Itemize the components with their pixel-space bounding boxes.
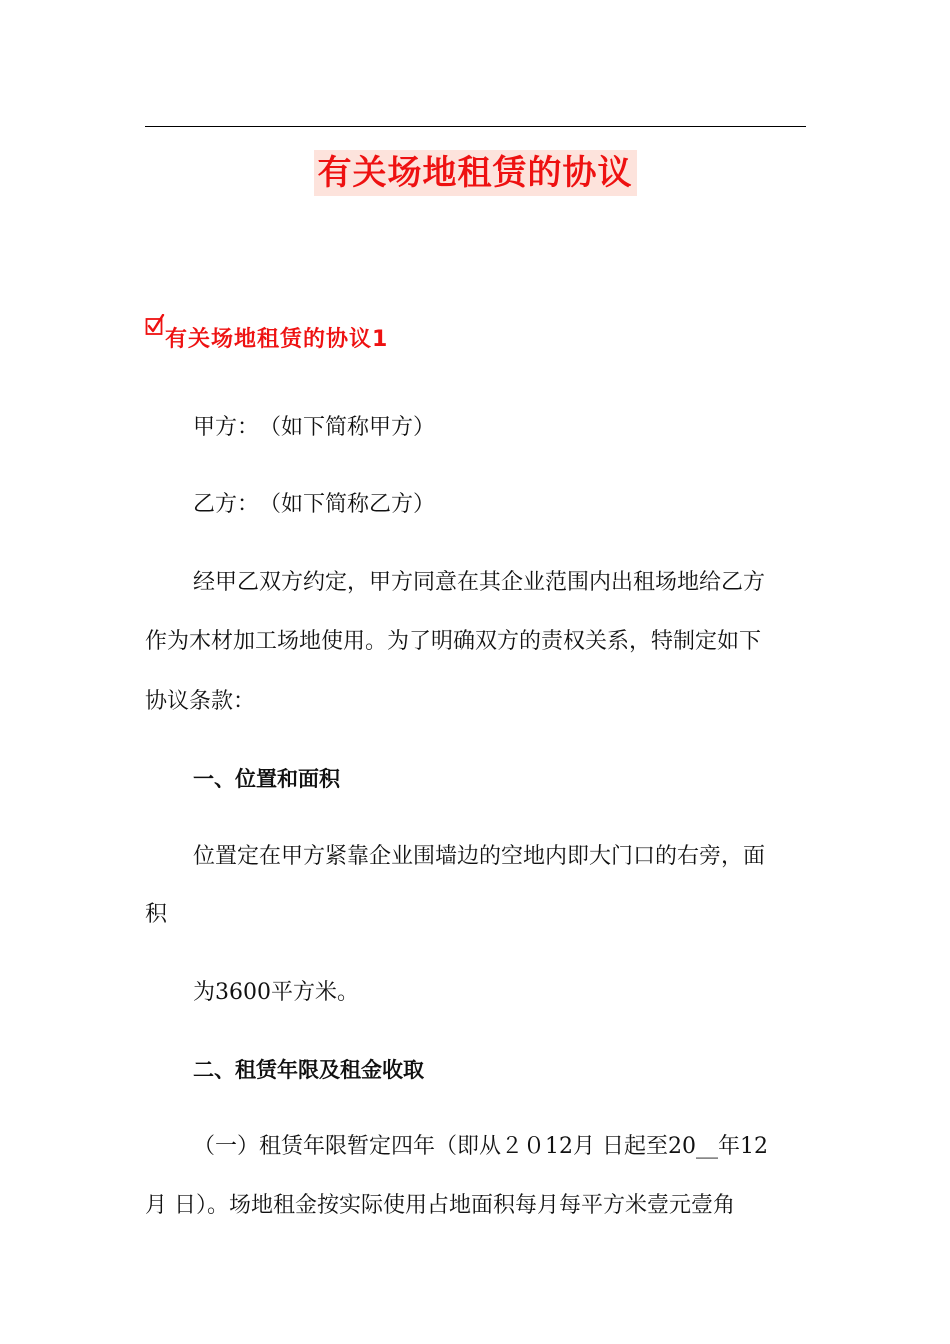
header-rule — [145, 126, 806, 127]
section-heading-text: 有关场地租赁的协议1 — [165, 327, 389, 352]
section-heading — [145, 314, 388, 354]
clause-1-line-1: 位置定在甲方紧靠企业围墙边的空地内即大门口的右旁，面 — [193, 844, 766, 869]
intro-line-1: 经甲乙双方约定，甲方同意在其企业范围内出租场地给乙方 — [193, 570, 766, 595]
document-title — [0, 150, 950, 196]
document-title-text: 有关场地租赁的协议 — [314, 150, 637, 196]
intro-line-2: 作为木材加工场地使用。为了明确双方的责权关系，特制定如下 — [145, 629, 762, 654]
checkbox-checked-icon — [145, 314, 165, 338]
clause-1-line-2: 积 — [145, 902, 168, 927]
clause-2-line-1: （一）租赁年限暂定四年（即从２０12月 日起至20__年12 — [193, 1134, 768, 1159]
party-a-line: 甲方： （如下简称甲方） — [193, 415, 436, 440]
intro-line-3: 协议条款： — [145, 689, 256, 714]
clause-1-title: 一、位置和面积 — [193, 767, 340, 791]
clause-2-title: 二、租赁年限及租金收取 — [193, 1058, 424, 1082]
clause-2-line-2: 月 日）。场地租金按实际使用占地面积每月每平方米壹元壹角 — [145, 1193, 735, 1218]
party-b-line: 乙方： （如下简称乙方） — [193, 492, 436, 517]
clause-1-line-3: 为3600平方米。 — [193, 980, 359, 1005]
